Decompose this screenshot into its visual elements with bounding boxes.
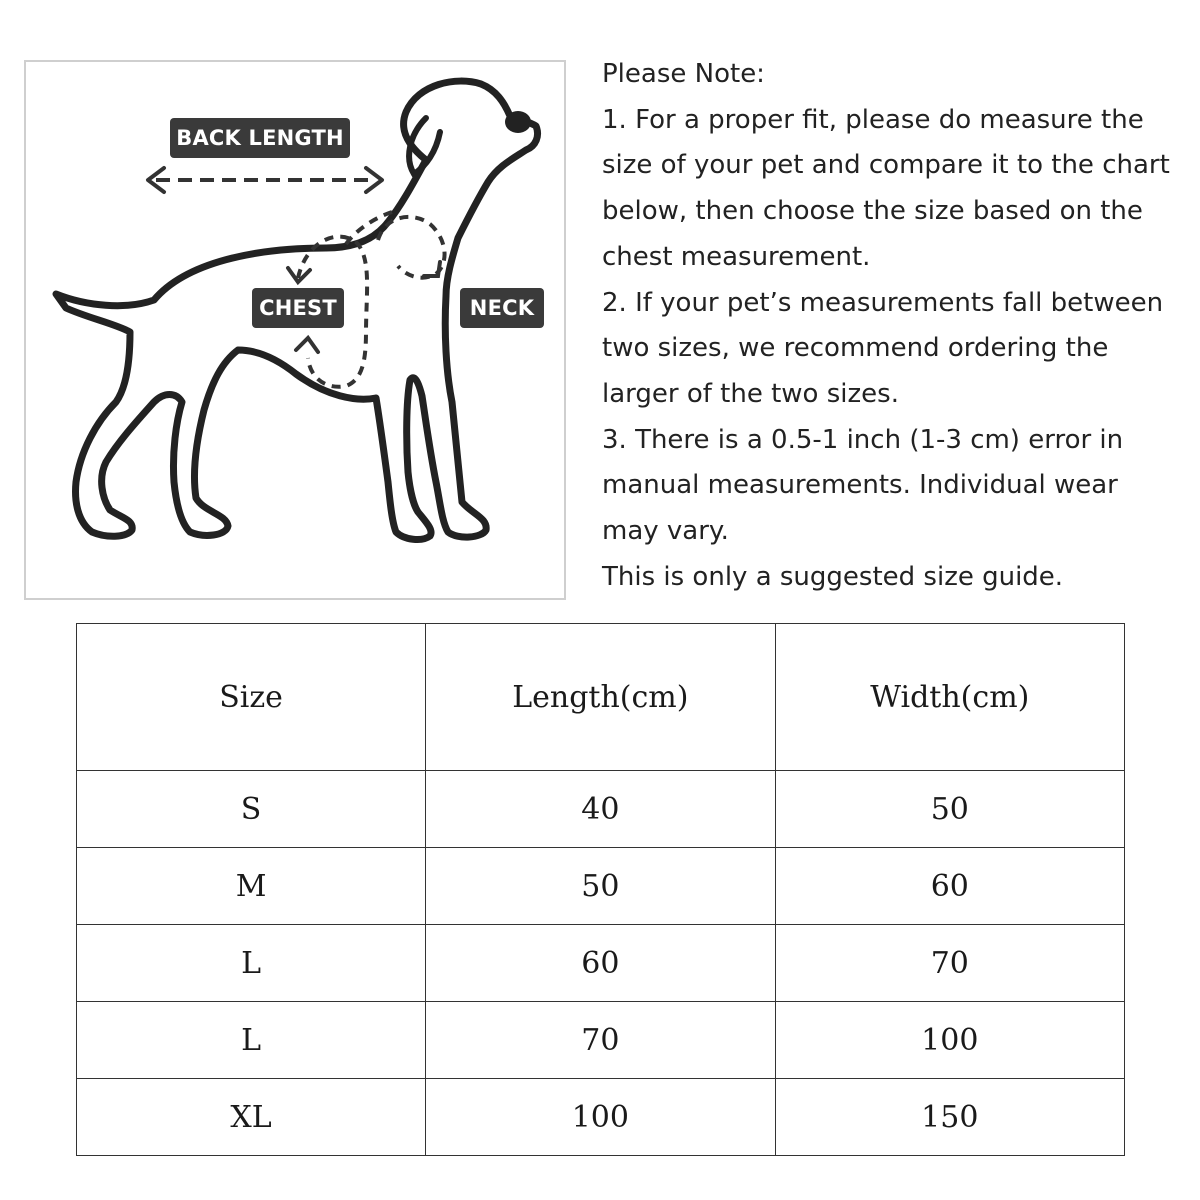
width-cell: 50 bbox=[775, 771, 1124, 848]
dog-nose bbox=[505, 111, 531, 133]
width-cell: 150 bbox=[775, 1079, 1124, 1156]
size-cell: L bbox=[77, 925, 426, 1002]
neck-loop-icon bbox=[378, 217, 445, 278]
table-row bbox=[77, 848, 1125, 925]
dog-measurement-diagram bbox=[24, 60, 566, 600]
notes-line: 2. If your pet’s measurements fall between bbox=[602, 287, 1164, 318]
notes-line: size of your pet and compare it to the chart bbox=[602, 150, 1170, 181]
notes-line: 3. There is a 0.5-1 inch (1-3 cm) error in bbox=[602, 424, 1124, 455]
notes-line: manual measurements. Individual wear bbox=[602, 470, 1118, 501]
width-column-header: Width(cm) bbox=[775, 624, 1124, 771]
table-row bbox=[77, 1002, 1125, 1079]
size-cell: S bbox=[77, 771, 426, 848]
size-cell: L bbox=[77, 1002, 426, 1079]
notes-line: may vary. bbox=[602, 516, 729, 547]
neck-label: NECK bbox=[460, 288, 544, 328]
double-arrow-icon bbox=[148, 168, 382, 192]
notes-line: 1. For a proper fit, please do measure the bbox=[602, 104, 1144, 135]
width-cell: 100 bbox=[775, 1002, 1124, 1079]
width-cell: 70 bbox=[775, 925, 1124, 1002]
length-column-header: Length(cm) bbox=[426, 624, 775, 771]
size-cell: M bbox=[77, 848, 426, 925]
notes-line: chest measurement. bbox=[602, 241, 871, 272]
length-cell: 100 bbox=[426, 1079, 775, 1156]
size-chart-table bbox=[76, 623, 1125, 1156]
notes-line: two sizes, we recommend ordering the bbox=[602, 333, 1109, 364]
size-cell: XL bbox=[77, 1079, 426, 1156]
length-cell: 40 bbox=[426, 771, 775, 848]
size-notes bbox=[602, 52, 1194, 600]
length-cell: 60 bbox=[426, 925, 775, 1002]
length-cell: 70 bbox=[426, 1002, 775, 1079]
length-cell: 50 bbox=[426, 848, 775, 925]
table-row bbox=[77, 1079, 1125, 1156]
table-header-row bbox=[77, 624, 1125, 771]
table-row bbox=[77, 771, 1125, 848]
size-column-header: Size bbox=[77, 624, 426, 771]
width-cell: 60 bbox=[775, 848, 1124, 925]
back-length-label: BACK LENGTH bbox=[170, 118, 350, 158]
table-row bbox=[77, 925, 1125, 1002]
chest-label: CHEST bbox=[252, 288, 344, 328]
notes-line: This is only a suggested size guide. bbox=[602, 561, 1064, 592]
notes-line: below, then choose the size based on the bbox=[602, 196, 1143, 227]
notes-line: larger of the two sizes. bbox=[602, 378, 899, 409]
notes-heading: Please Note: bbox=[602, 59, 765, 89]
